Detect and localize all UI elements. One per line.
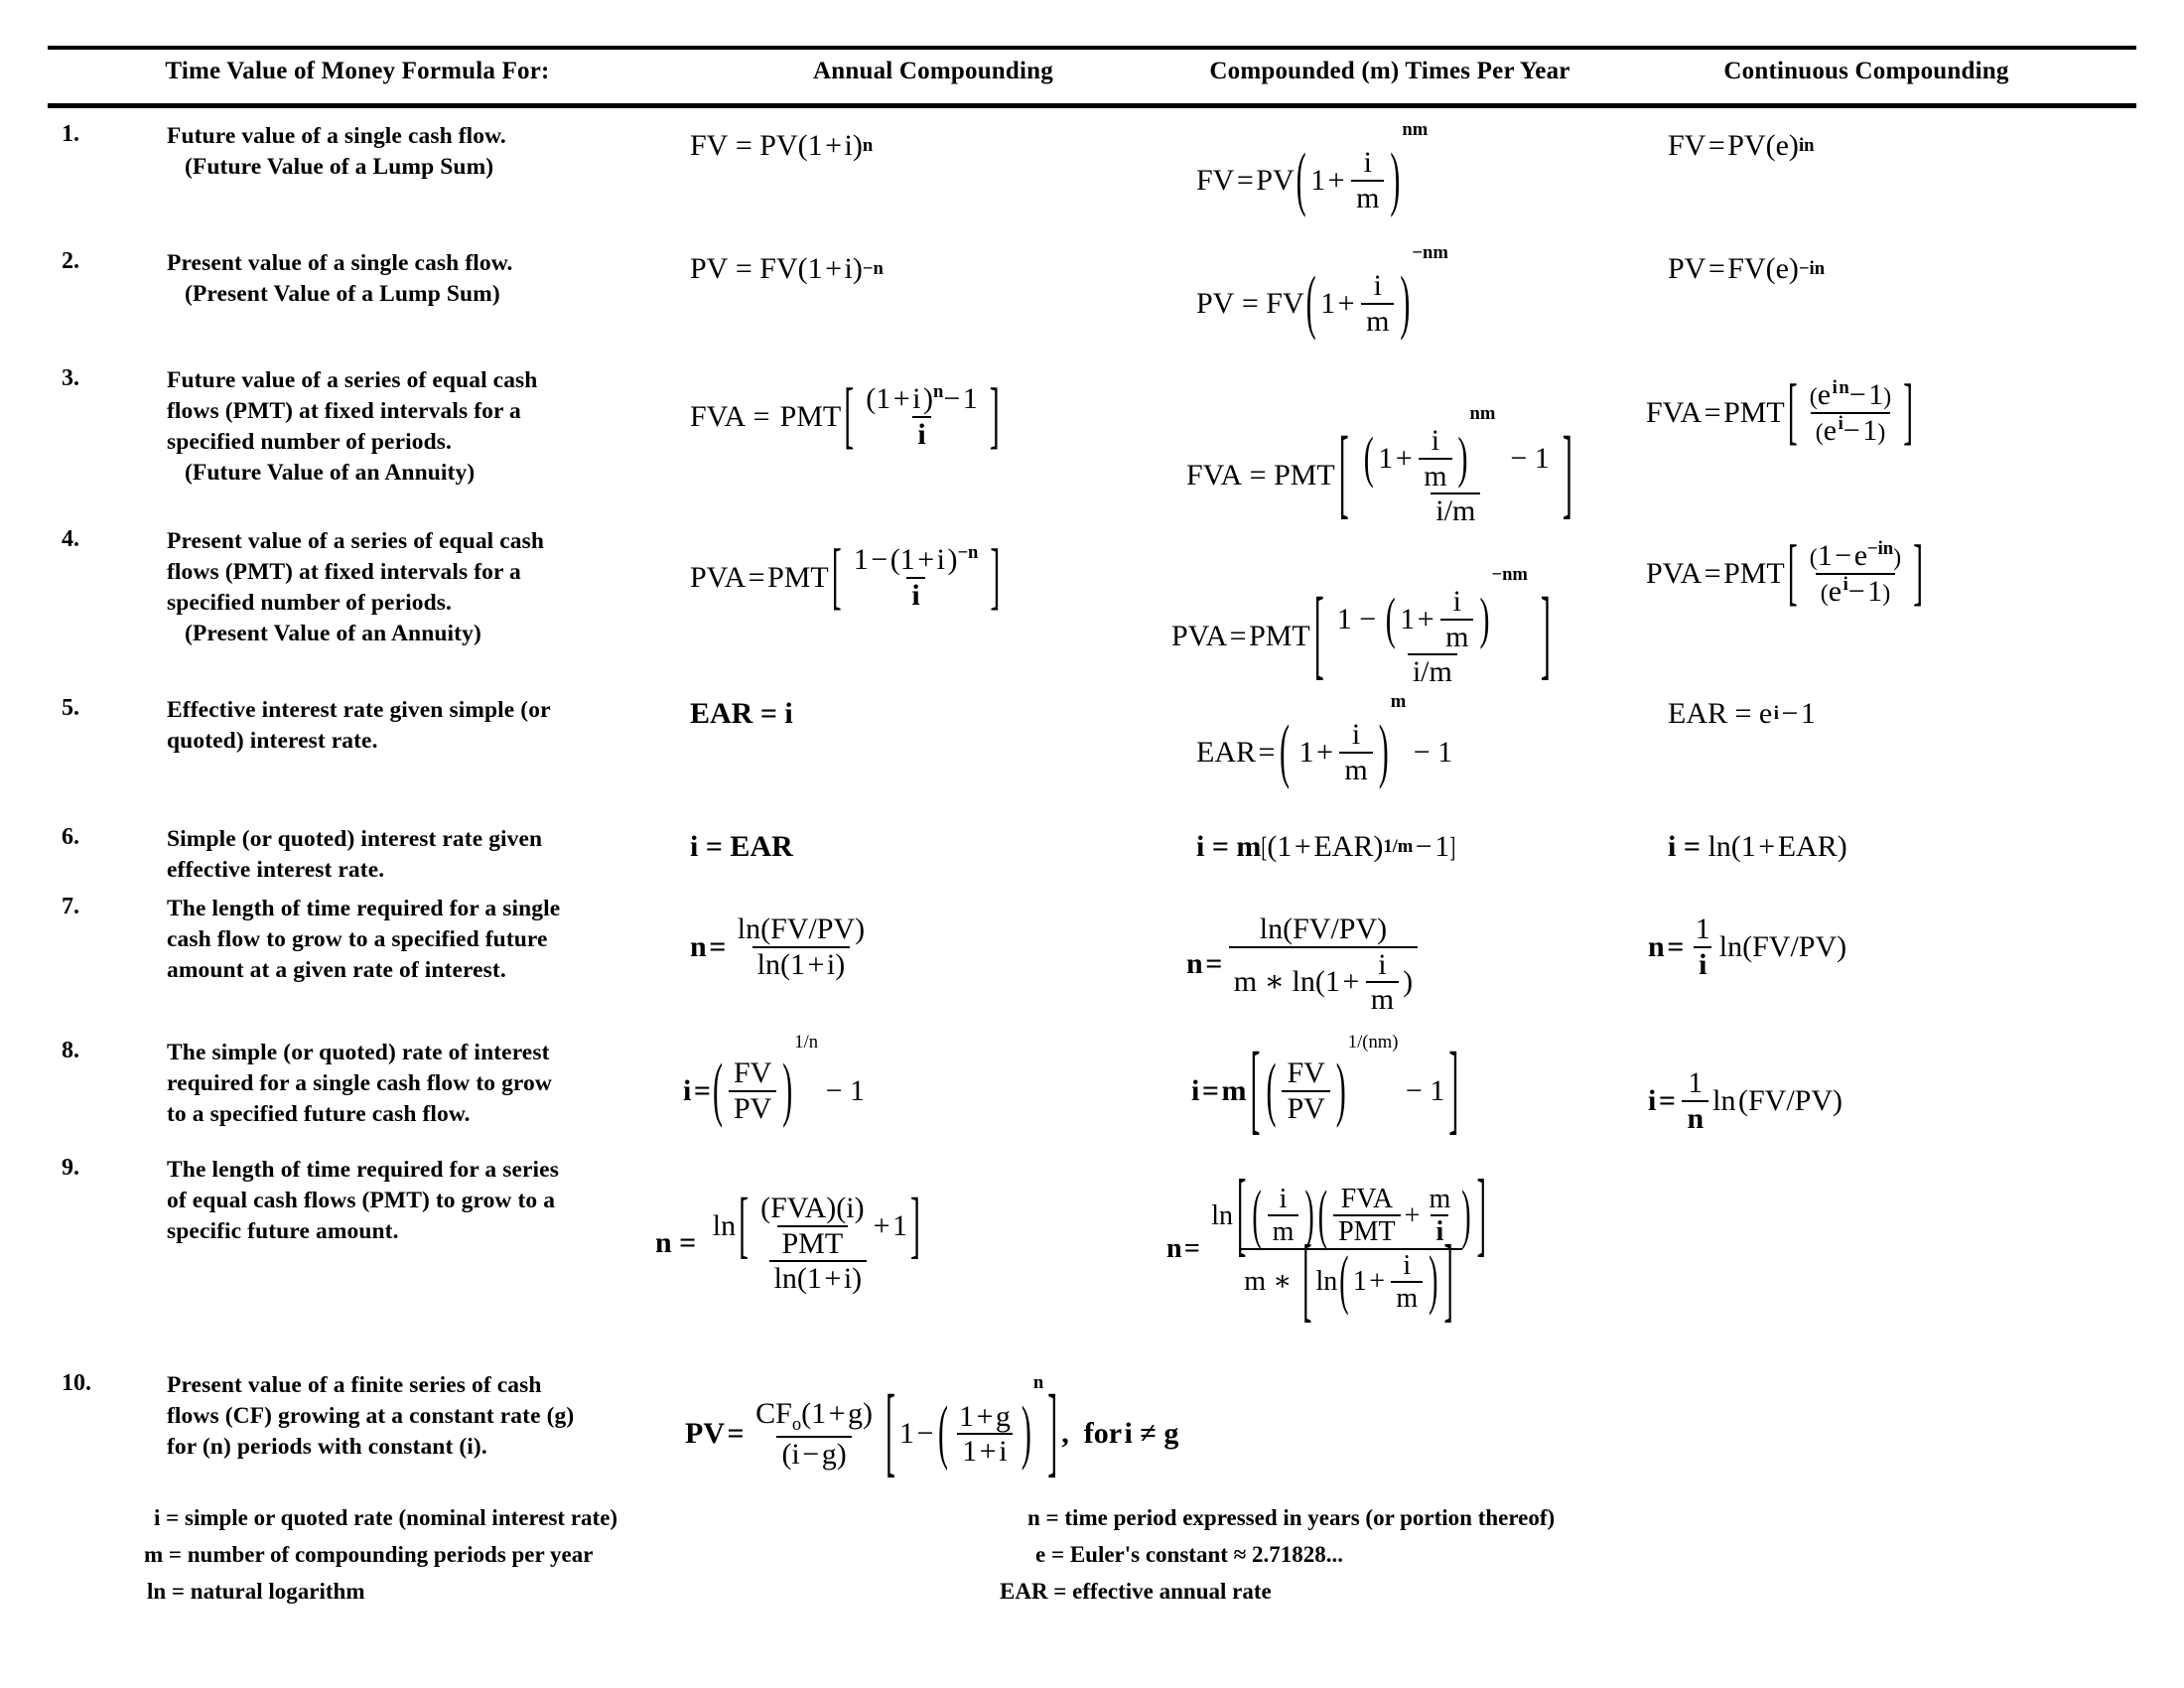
desc-line: Present value of a series of equal cash	[167, 528, 545, 554]
row-number: 4.	[62, 526, 79, 552]
desc-line: Present value of a finite series of cash	[167, 1372, 542, 1398]
desc-line: cash flow to grow to a specified future	[167, 926, 548, 952]
desc-line: of equal cash flows (PMT) to grow to a	[167, 1188, 556, 1213]
desc-line: (Present Value of a Lump Sum)	[185, 281, 500, 307]
formula-periodic-6: i = m [ (1 + EAR) 1/m − 1 ]	[1196, 830, 1456, 864]
row-number: 9.	[62, 1155, 79, 1181]
formula-periodic-1: FV = PV ( 1 + $\frac{i}{m}$ ) nm	[1196, 119, 1429, 218]
row-description	[167, 526, 683, 649]
footnote-item: ln = natural logarithm	[147, 1579, 365, 1604]
formula-periodic-4: PVA = PMT [ 1 − ( 1 + $\frac{i}{m}$ ) −nm i/m ]	[1171, 564, 1551, 691]
footnote-item: n = time period expressed in years (or portion thereof)	[1027, 1505, 1556, 1530]
row-number: 6.	[62, 824, 79, 850]
row-number: 2.	[62, 248, 79, 274]
row-description	[167, 824, 683, 886]
table-header	[0, 58, 2184, 101]
header-col-description: Time Value of Money Formula For:	[165, 58, 550, 84]
row-description	[167, 1370, 683, 1463]
desc-line: for (n) periods with constant (i).	[167, 1434, 487, 1460]
row-description	[167, 1155, 683, 1247]
formula-annual-7: n = $\frac{\ln(FV/PV)}{\ln(1 + i)}$	[690, 913, 866, 981]
row-number: 1.	[62, 121, 79, 147]
desc-line: Simple (or quoted) interest rate given	[167, 826, 543, 852]
formula-annual-8: i = ( $\frac{FV}{PV}$ ) 1/n − 1	[683, 1032, 865, 1129]
formula-annual-4: PVA = PMT [ $\frac{1 - (1 + i )^{-n}}{i}$ ]	[690, 535, 1001, 618]
formula-periodic-7: n = ln(FV/PV) m ∗ ln(1 + $\frac{i}{m}$ )	[1186, 914, 1422, 1016]
desc-line: effective interest rate.	[167, 857, 385, 883]
row-description	[167, 1038, 683, 1130]
row-number: 7.	[62, 894, 79, 919]
desc-line: Future value of a series of equal cash	[167, 367, 538, 393]
desc-line: Effective interest rate given simple (or	[167, 697, 551, 723]
desc-line: The length of time required for a single	[167, 896, 561, 921]
formula-continuous-3: FVA = PMT [ $\frac{(e ^{i n}- 1)}{(e ^i- 1)}$ ]	[1646, 370, 1914, 453]
formula-annual-9: n = ln [ $\frac{\text{(FVA)(i)}}{\text{PMT}}$ + 1 ] ln(1 + i)	[655, 1184, 921, 1295]
formula-periodic-3: FVA = PMT [ ( 1 + $\frac{i}{m}$ ) nm − 1 i/m ]	[1186, 403, 1572, 530]
row-description	[167, 248, 683, 310]
formula-continuous-5: EAR = e i − 1	[1668, 697, 1816, 731]
formula-annual-2: PV = FV(1 + i) −n	[690, 252, 884, 286]
desc-line: Future value of a single cash flow.	[167, 123, 506, 149]
desc-line: flows (PMT) at fixed intervals for a	[167, 398, 521, 424]
footnote-item: m = number of compounding periods per year	[144, 1542, 594, 1567]
formula-periodic-9: n = ln [ ( $\frac{i}{m}$ ) ( $\frac{\text{FVA}}{\text{PMT}}$ + $\frac{m}{i}$ ) ] m ∗ [ ln ( 1 + $\frac{i}{m}$ ) ]	[1166, 1163, 1486, 1335]
formula-annual-3: FVA = PMT [ $\frac{(1 + i )^n- 1}{i}$ ]	[690, 374, 1000, 457]
row-description	[167, 365, 683, 489]
desc-line: flows (CF) growing at a constant rate (g)	[167, 1403, 575, 1429]
footnotes-right-column	[1000, 1499, 1556, 1610]
formula-annual-6: i = EAR	[690, 830, 793, 864]
row-number: 8.	[62, 1038, 79, 1063]
formula-annual-1: FV = PV(1 + i) n	[690, 129, 874, 163]
top-rule	[48, 46, 2136, 50]
row-number: 5.	[62, 695, 79, 721]
formula-periodic-8: i = m [ ( $\frac{FV}{PV}$ ) 1/(nm) − 1 ]	[1191, 1032, 1459, 1145]
desc-line: The length of time required for a series	[167, 1157, 559, 1183]
desc-line: (Future Value of an Annuity)	[185, 460, 476, 486]
row-description	[167, 695, 683, 757]
desc-line: specific future amount.	[167, 1218, 399, 1244]
footnote-item: e = Euler's constant ≈ 2.71828...	[1035, 1542, 1344, 1567]
header-col-continuous: Continuous Compounding	[1723, 58, 2009, 84]
formula-periodic-5: EAR = ( 1 + $\frac{i}{m}$ ) m − 1	[1196, 691, 1453, 790]
desc-line: (Future Value of a Lump Sum)	[185, 154, 494, 180]
desc-line: The simple (or quoted) rate of interest	[167, 1040, 550, 1065]
formula-annual-10: PV = $\frac{CF_o(1 + g)}{(i - g)}$ [ 1 − ( $\frac{1 + g}{1 + i}$ ) n ] , for i ≠ g	[685, 1372, 1179, 1488]
desc-line: Present value of a single cash flow.	[167, 250, 513, 276]
formula-continuous-4: PVA = PMT [ $\frac{(1 - e^{-in})}{(e ^i- 1)}$ ]	[1646, 531, 1924, 614]
formula-continuous-8: i = $\frac{1}{n}$ ln (FV/PV)	[1648, 1066, 1843, 1135]
header-col-periodic: Compounded (m) Times Per Year	[1209, 58, 1570, 84]
desc-line: to a specified future cash flow.	[167, 1101, 471, 1127]
desc-line: specified number of periods.	[167, 429, 452, 455]
row-number: 10.	[62, 1370, 91, 1396]
formula-continuous-2: PV = FV(e) −in	[1668, 252, 1826, 286]
desc-line: (Present Value of an Annuity)	[185, 621, 481, 646]
formula-annual-5: EAR = i	[690, 697, 793, 731]
footnotes-left-column	[144, 1499, 618, 1610]
footnote-item: EAR = effective annual rate	[1000, 1579, 1272, 1604]
desc-line: flows (PMT) at fixed intervals for a	[167, 559, 521, 585]
formula-periodic-2: PV = FV ( 1 + $\frac{i}{m}$ ) −nm	[1196, 242, 1448, 342]
footnote-item: i = simple or quoted rate (nominal interest rate)	[154, 1505, 618, 1530]
header-col-annual: Annual Compounding	[813, 58, 1053, 84]
formula-continuous-7: n = $\frac{1}{i}$ ln(FV/PV)	[1648, 913, 1847, 981]
formula-continuous-1: FV = PV(e) in	[1668, 129, 1815, 163]
desc-line: required for a single cash flow to grow	[167, 1070, 552, 1096]
row-description	[167, 894, 683, 986]
desc-line: quoted) interest rate.	[167, 728, 378, 754]
row-description	[167, 121, 683, 183]
header-rule	[48, 103, 2136, 108]
desc-line: specified number of periods.	[167, 590, 452, 616]
row-number: 3.	[62, 365, 79, 391]
desc-line: amount at a given rate of interest.	[167, 957, 506, 983]
formula-continuous-6: i = ln(1 + EAR)	[1668, 830, 1847, 864]
